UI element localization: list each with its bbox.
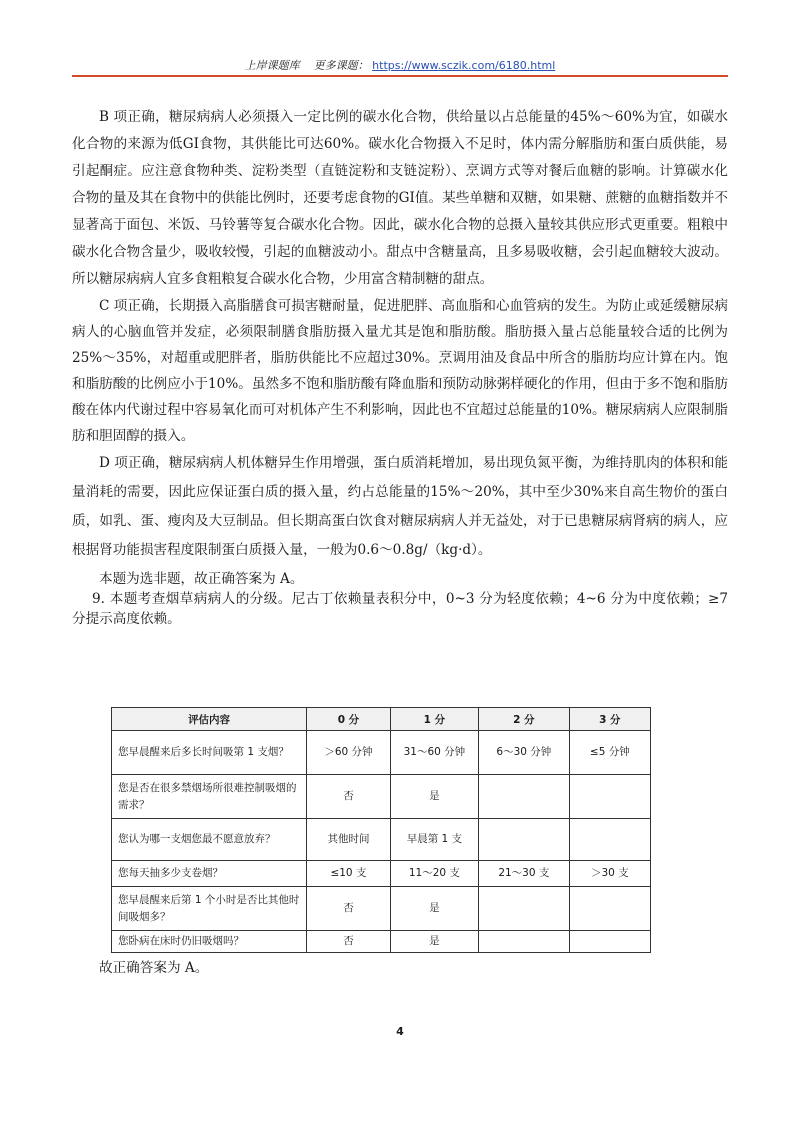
- paragraph-c-option-head: C 项正确，长期摄入高脂膳食可损害糖耐量，促进肥胖、高血脂和心血管病的发生。为防止或延缓糖尿病病人的心脑血管并发症，必须限制膳食脂肪摄入量尤其是饱和脂肪酸。脂肪摄入量占总能量较合适的比例为25%～35%，对超重或肥胖者，脂肪供能比不应超过30%。烹调用油及食品中所含的脂肪均应计算在内。饱和脂肪酸的比例应小于10%。虽然多不饱和脂肪酸有降血脂和预防动脉粥样硬化的作用，但由于多不饱和脂肪酸在体内代谢过程中容易氧化而可对机体产生不利影响，因此也不宜超过总能量的10%。: [72, 298, 728, 418]
- nicotine-dependence-table: [111, 707, 651, 953]
- paragraph-c-option-tail: 糖尿病病人应限制脂肪和胆固醇的摄入。: [72, 402, 729, 444]
- table-cell: [569, 887, 650, 931]
- table-cell: ≤10 支: [307, 861, 391, 887]
- table-cell: ＞60 分钟: [307, 731, 391, 775]
- table-header-cell: 评估内容: [112, 708, 307, 731]
- header-more-label: 更多课题：: [313, 59, 369, 72]
- paragraph-q9-intro: 9. 本题考查烟草病病人的分级。尼古丁依赖量表积分中，0~3 分为轻度依赖；4~6 分为中度依赖；≥7 分提示高度依赖。: [72, 591, 728, 627]
- table-row: [112, 931, 651, 953]
- table-cell: 否: [307, 887, 391, 931]
- table-cell: 是: [390, 931, 478, 953]
- table-cell: [569, 775, 650, 819]
- table-row: [112, 819, 651, 861]
- table-cell: 是: [390, 775, 478, 819]
- header-site-label: 上岸课题库: [244, 59, 300, 72]
- table-cell: [569, 819, 650, 861]
- table-cell-question: 您早晨醒来后第 1 个小时是否比其他时间吸烟多？: [112, 887, 307, 931]
- table-header-cell: 2 分: [479, 708, 570, 731]
- table-cell: [479, 931, 570, 953]
- table-row: [112, 731, 651, 775]
- paragraph-answer-line: 本题为选非题，故正确答案为 A。: [99, 571, 304, 587]
- table-cell-question: 您早晨醒来后多长时间吸第 1 支烟？: [112, 731, 307, 775]
- table-row: [112, 861, 651, 887]
- table-cell-question: 您认为哪一支烟您最不愿意放弃？: [112, 819, 307, 861]
- paragraph-c-option: [72, 293, 728, 449]
- final-answer: 故正确答案为 A。: [99, 960, 209, 976]
- page-number: 4: [396, 1025, 404, 1038]
- table-cell: 否: [307, 931, 391, 953]
- table-cell: [479, 887, 570, 931]
- table-cell: [479, 819, 570, 861]
- table-cell: ≤5 分钟: [569, 731, 650, 775]
- page-body: [72, 104, 728, 629]
- table-cell: 其他时间: [307, 819, 391, 861]
- table-cell: [479, 775, 570, 819]
- paragraph-b-option: B 项正确，糖尿病病人必须摄入一定比例的碳水化合物，供给量以占总能量的45%～60%为宜，如碳水化合物的来源为低GI食物，其供能比可达60%。碳水化合物摄入不足时，体内需分解脂肪和蛋白质供能，易引起酮症。应注意食物种类、淀粉类型（直链淀粉和支链淀粉）、烹调方式等对餐后血糖的影响。计算碳水化合物的量及其在食物中的供能比例时，还要考虑食物的GI值。某些单糖和双糖，如果糖、蔗糖的血糖指数并不显著高于面包、米饭、马铃薯等复合碳水化合物。因此，碳水化合物的总摄入量较其供应形式更重要。粗粮中碳水化合物含量少，吸收较慢，引起的血糖波动小。甜点中含糖量高，且多易吸收糖，会引起血糖较大波动。所以糖尿病病人宜多食粗粮复合碳水化合物，少用富含精制糖的甜点。: [72, 109, 728, 287]
- table-cell-question: 您每天抽多少支卷烟？: [112, 861, 307, 887]
- table-header-cell: 1 分: [390, 708, 478, 731]
- table-header-cell: 0 分: [307, 708, 391, 731]
- table-cell-question: 您卧病在床时仍旧吸烟吗？: [112, 931, 307, 953]
- table-cell: 否: [307, 775, 391, 819]
- table-header-cell: 3 分: [569, 708, 650, 731]
- table-cell: 21～30 支: [479, 861, 570, 887]
- table-cell: 6～30 分钟: [479, 731, 570, 775]
- table-row: [112, 887, 651, 931]
- table-cell-question: 您是否在很多禁烟场所很难控制吸烟的需求？: [112, 775, 307, 819]
- table-header-row: [112, 708, 651, 731]
- header-divider: [72, 75, 728, 77]
- table-row: [112, 775, 651, 819]
- table-cell: ＞30 支: [569, 861, 650, 887]
- header-url-link[interactable]: https://www.sczik.com/6180.html: [372, 59, 556, 72]
- table-cell: [569, 931, 650, 953]
- paragraph-d-option: D 项正确，糖尿病病人机体糖异生作用增强，蛋白质消耗增加，易出现负氮平衡，为维持肌肉的体积和能量消耗的需要，因此应保证蛋白质的摄入量，约占总能量的15%～20%，其中至少30%来自高生物价的蛋白质，如乳、蛋、瘦肉及大豆制品。但长期高蛋白饮食对糖尿病病人并无益处，对于已患糖尿病肾病的病人，应根据肾功能损害程度限制蛋白质摄入量，一般为0.6～0.8g/（kg·d）。: [72, 455, 728, 558]
- table-cell: 11～20 支: [390, 861, 478, 887]
- table-cell: 31～60 分钟: [390, 731, 478, 775]
- table-cell: 是: [390, 887, 478, 931]
- table-cell: 早晨第 1 支: [390, 819, 478, 861]
- page-header: [72, 58, 728, 76]
